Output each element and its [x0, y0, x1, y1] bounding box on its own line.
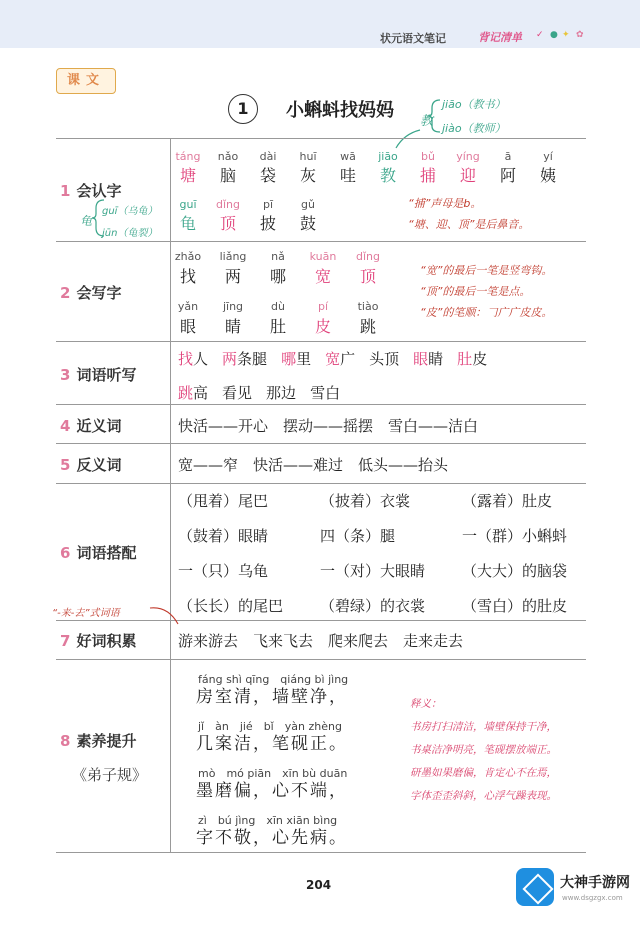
dictation-line-1: [178, 348, 501, 369]
section-title: 词语搭配: [76, 544, 137, 562]
highlight-char: 跳: [178, 384, 194, 402]
poem-line-text: 几案洁，笔砚正。: [196, 734, 348, 754]
word-rest: 头顶: [369, 350, 400, 368]
note-jiao-2: jiào（教师）: [442, 122, 506, 135]
synonyms-text: 快活——开心 摆动——摇摆 雪白——洁白: [178, 417, 479, 435]
hanzi: 披: [259, 214, 276, 233]
pinyin: dù: [271, 300, 285, 313]
hanzi: 跳: [359, 317, 376, 336]
pinyin: yí: [543, 150, 553, 163]
word-rest: 人: [193, 350, 209, 368]
section-7-label: [60, 630, 136, 651]
poem-line: [196, 776, 348, 801]
poem-pinyin-text: mò mó piān xīn bù duān: [198, 767, 348, 780]
collocation-item: （雪白）的肚皮: [462, 597, 568, 615]
row-divider: [56, 483, 586, 484]
pinyin: kuān: [309, 250, 337, 263]
row-divider: [56, 341, 586, 342]
arrow-icon: [148, 598, 188, 628]
hanzi: 哇: [339, 166, 356, 185]
dictation-word: [178, 350, 208, 368]
pinyin: dài: [259, 150, 277, 163]
highlight-char: 两: [222, 350, 238, 368]
row-divider: [56, 659, 586, 660]
dictation-word: [222, 384, 252, 402]
table-top-line: [56, 138, 586, 139]
section-number: 2: [60, 284, 71, 302]
pinyin: zhǎo: [174, 250, 202, 263]
section-title: 会写字: [76, 284, 122, 302]
collocation-item: （鼓着）眼睛: [178, 527, 269, 545]
pinyin: yíng: [456, 150, 480, 163]
pinyin: dǐng: [216, 198, 240, 211]
hanzi: 皮: [314, 317, 331, 336]
poem-line-text: 字不敬，心先病。: [196, 828, 348, 848]
section-number: 4: [60, 417, 71, 435]
note-text: “宽”的最后一笔是竖弯钩。: [420, 264, 553, 277]
poem-line: [196, 729, 348, 754]
row-divider: [56, 404, 586, 405]
note-text: “顶”的最后一笔是点。: [420, 285, 531, 298]
section-title: 词语听写: [76, 366, 137, 384]
hanzi: 教: [379, 166, 396, 185]
book-title: 状元语文笔记: [380, 32, 446, 45]
dictation-word: [310, 384, 340, 402]
column-divider: [170, 138, 171, 852]
dictation-word: [413, 350, 443, 368]
row-divider: [56, 620, 586, 621]
word-rest: 雪白: [310, 384, 341, 402]
poem-pinyin-text: fáng shì qīng qiáng bì jìng: [198, 673, 349, 686]
pinyin: guī: [179, 198, 197, 211]
antonyms-text: 宽——窄 快活——难过 低头——抬头: [178, 456, 449, 474]
pinyin: jiāo: [378, 150, 398, 163]
highlight-char: 哪: [281, 350, 297, 368]
collocation-item: （露着）肚皮: [462, 492, 553, 510]
hanzi: 肚: [269, 317, 286, 336]
hanzi: 睛: [224, 317, 241, 336]
flower-icon: ✿: [576, 30, 584, 40]
section-8-label: [60, 730, 136, 751]
section-number: 6: [60, 544, 71, 562]
note-text: “皮”的笔顺：𠃌广广皮皮。: [420, 306, 553, 319]
dictation-word: [325, 350, 355, 368]
dictation-word: [266, 384, 296, 402]
collocation-item: （大大）的脑袋: [462, 562, 568, 580]
hanzi: 捕: [419, 166, 436, 185]
top-banner: [0, 0, 640, 48]
word-rest: 看见: [222, 384, 253, 402]
row-divider: [56, 443, 586, 444]
pinyin: ā: [504, 150, 512, 163]
collocation-item: 一（只）乌龟: [178, 562, 269, 580]
dictation-line-2: [178, 382, 354, 403]
lesson-number: 1: [228, 94, 258, 124]
note-text: “塘、迎、顶”是后鼻音。: [408, 218, 530, 231]
highlight-char: 宽: [325, 350, 341, 368]
section-title: 好词积累: [76, 632, 137, 650]
pinyin: nǎ: [271, 250, 285, 263]
collocation-item: （披着）衣裳: [320, 492, 411, 510]
explanation-line: 书房打扫清洁，墙壁保持干净，: [410, 721, 557, 733]
hanzi: 姨: [539, 166, 556, 185]
note-text: “-来-去”式词语: [52, 608, 120, 619]
note-jiao-1: jiāo（教书）: [442, 98, 506, 111]
hanzi: 找: [179, 267, 196, 286]
hanzi: 塘: [179, 166, 196, 185]
note-jiao-char: 教: [420, 114, 434, 129]
hanzi: 灰: [299, 166, 316, 185]
section-4-label: [60, 415, 121, 436]
table-bottom-line: [56, 852, 586, 853]
word-rest: 里: [296, 350, 312, 368]
note-gui-char: 龟: [80, 214, 93, 228]
word-rest: 高: [193, 384, 209, 402]
poem-pinyin-text: jǐ àn jié bǐ yàn zhèng: [198, 720, 342, 733]
pinyin: tiào: [357, 300, 379, 313]
hanzi: 阿: [499, 166, 516, 185]
pinyin: liǎng: [219, 250, 247, 263]
hanzi: 顶: [359, 267, 376, 286]
good-words-text: 游来游去 飞来飞去 爬来爬去 走来走去: [178, 632, 464, 650]
lesson-title: 小蝌蚪找妈妈: [286, 100, 394, 121]
word-rest: 那边: [266, 384, 297, 402]
section-number: 8: [60, 732, 71, 750]
hanzi: 袋: [259, 166, 276, 185]
collocation-item: 一（群）小蝌蚪: [462, 527, 568, 545]
watermark-url: www.dsgzgx.com: [562, 894, 623, 902]
section-title: 素养提升: [76, 732, 137, 750]
pinyin: jīng: [222, 300, 244, 313]
section-5-label: [60, 454, 121, 475]
hanzi: 顶: [219, 214, 236, 233]
section-number: 5: [60, 456, 71, 474]
word-rest: 条腿: [237, 350, 268, 368]
hanzi: 脑: [219, 166, 236, 185]
explanation-line: 研墨如果磨偏，肯定心不在焉，: [410, 767, 557, 779]
poem-line: [196, 682, 348, 707]
poem-pinyin-text: zì bú jìng xīn xiān bìng: [198, 814, 338, 827]
lesson-tag: 课文: [56, 68, 116, 94]
highlight-char: 肚: [457, 350, 473, 368]
dot-icon: ●: [550, 30, 558, 40]
pinyin: nǎo: [217, 150, 239, 163]
explanation-line: 字体歪歪斜斜，心浮气躁表现。: [410, 790, 557, 802]
hanzi: 哪: [269, 267, 286, 286]
star-icon: ✦: [562, 30, 570, 40]
section-title: 背记清单: [478, 31, 522, 44]
hanzi: 龟: [179, 214, 196, 233]
pinyin: pí: [317, 300, 329, 313]
hanzi: 宽: [314, 267, 331, 286]
pinyin: gǔ: [301, 198, 315, 211]
pinyin: yǎn: [177, 300, 199, 313]
collocation-item: 四（条）腿: [320, 527, 396, 545]
row-divider: [56, 241, 586, 242]
note-gui-2: jūn（龟裂）: [102, 228, 158, 239]
hanzi: 迎: [459, 166, 476, 185]
watermark-name: 大神手游网: [560, 875, 630, 891]
section-6-label: [60, 542, 136, 563]
pinyin: dǐng: [356, 250, 380, 263]
page-number: 204: [306, 878, 332, 892]
note-gui-1: guī（乌龟）: [102, 206, 158, 217]
poem-line: [196, 823, 348, 848]
explanation-line: 书桌洁净明亮，笔砚摆放端正。: [410, 744, 557, 756]
highlight-char: 找: [178, 350, 194, 368]
highlight-char: 眼: [413, 350, 429, 368]
section-title: 反义词: [76, 456, 122, 474]
word-rest: 皮: [472, 350, 488, 368]
dictation-word: [222, 350, 267, 368]
poem-line-text: 房室清，墙壁净，: [196, 687, 348, 707]
collocation-item: （碧绿）的衣裳: [320, 597, 426, 615]
dictation-word: [178, 384, 208, 402]
poem-source: 《弟子规》: [72, 766, 148, 784]
hanzi: 眼: [179, 317, 196, 336]
collocation-item: （长长）的尾巴: [178, 597, 284, 615]
poem-line-text: 墨磨偏，心不端，: [196, 781, 348, 801]
pinyin: huī: [299, 150, 317, 163]
note-text: “捕”声母是b。: [408, 197, 482, 210]
logo-icon: [516, 868, 554, 906]
dictation-word: [369, 350, 399, 368]
section-2-label: [60, 282, 121, 303]
watermark-logo: [514, 866, 640, 912]
collocation-item: （甩着）尾巴: [178, 492, 269, 510]
pinyin: pī: [262, 198, 274, 211]
pinyin: táng: [175, 150, 201, 163]
check-icon: ✓: [536, 30, 544, 40]
section-number: 7: [60, 632, 71, 650]
section-title: 近义词: [76, 417, 122, 435]
explanation-line: 释义：: [410, 698, 442, 710]
dictation-word: [281, 350, 311, 368]
arrow-icon: [384, 128, 424, 152]
word-rest: 睛: [428, 350, 444, 368]
hanzi: 两: [224, 267, 241, 286]
section-number: 1: [60, 182, 71, 200]
section-title: 会认字: [76, 182, 122, 200]
word-rest: 广: [340, 350, 356, 368]
collocation-item: 一（对）大眼睛: [320, 562, 426, 580]
pinyin: wā: [340, 150, 356, 163]
hanzi: 鼓: [299, 214, 316, 233]
pinyin: bǔ: [421, 150, 435, 163]
dictation-word: [457, 350, 487, 368]
section-number: 3: [60, 366, 71, 384]
section-3-label: [60, 364, 136, 385]
